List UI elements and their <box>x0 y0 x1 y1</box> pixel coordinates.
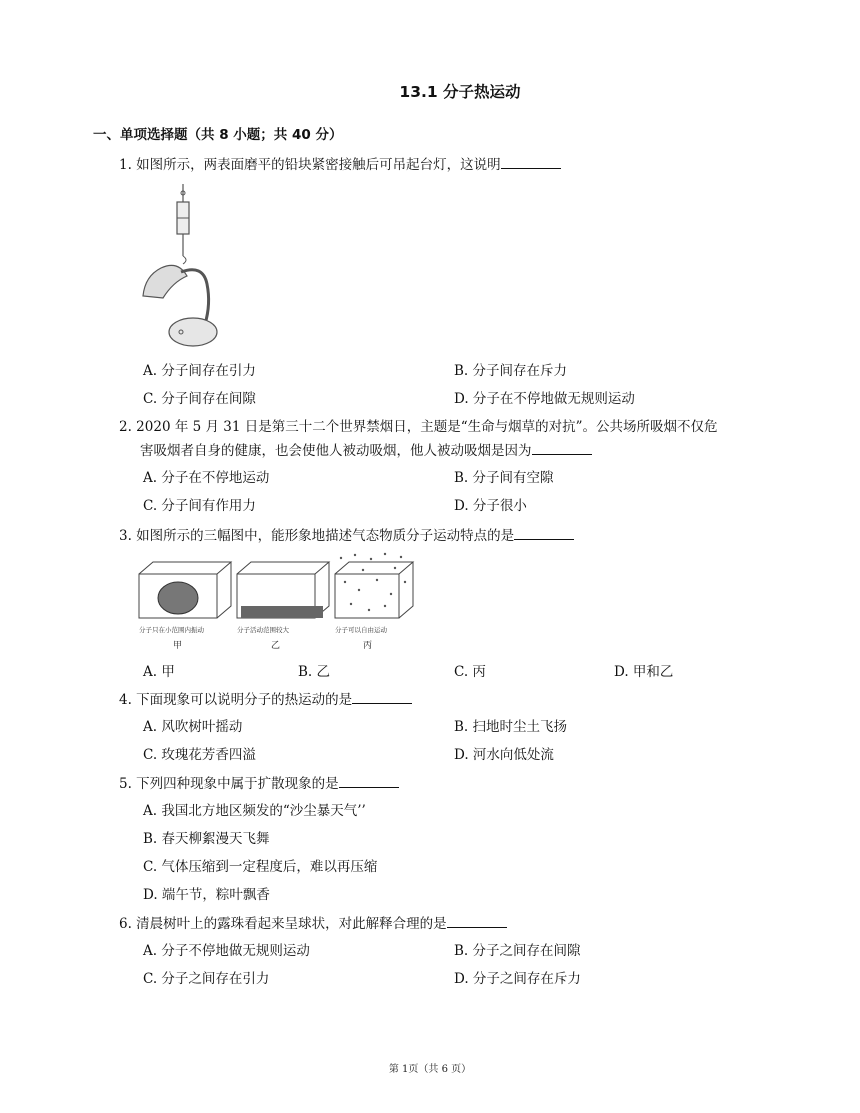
caption-bing: 分子可以自由运动 <box>335 626 387 634</box>
caption-yi: 分子活动范围较大 <box>237 626 289 634</box>
section-heading: 一、单项选择题（共 8 小题；共 40 分） <box>93 127 343 143</box>
option-5a: A. 我国北方地区频发的“沙尘暴天气’’ <box>143 803 366 819</box>
answer-blank <box>339 773 399 788</box>
option-4b: B. 扫地时尘土飞扬 <box>454 719 568 735</box>
option-1d: D. 分子在不停地做无规则运动 <box>454 391 635 407</box>
label-bing: 丙 <box>363 641 373 651</box>
option-6b: B. 分子之间存在间隙 <box>454 943 581 959</box>
option-1a: A. 分子间存在引力 <box>143 363 256 379</box>
question-4-stem: 4. 下面现象可以说明分子的热运动的是 <box>119 692 353 708</box>
option-2b: B. 分子间有空隙 <box>454 470 554 486</box>
question-3-stem: 3. 如图所示的三幅图中，能形象地描述气态物质分子运动特点的是 <box>119 528 515 544</box>
question-2 <box>119 415 769 463</box>
option-4c: C. 玫瑰花芳香四溢 <box>143 747 256 763</box>
question-5 <box>119 772 769 796</box>
option-5c: C. 气体压缩到一定程度后，难以再压缩 <box>143 859 378 875</box>
page-footer: 第 1页（共 6 页） <box>388 1064 472 1075</box>
question-6-stem: 6. 清晨树叶上的露珠看起来呈球状，对此解释合理的是 <box>119 916 447 932</box>
molecule-figure <box>133 552 423 654</box>
option-5b: B. 春天柳絮漫天飞舞 <box>143 831 270 847</box>
option-3d: D. 甲和乙 <box>614 664 674 680</box>
option-3c: C. 丙 <box>454 664 486 680</box>
label-jia: 甲 <box>173 641 183 651</box>
option-5d: D. 端午节，粽叶飘香 <box>143 887 270 903</box>
question-3 <box>119 524 769 548</box>
question-2-stem: 2. 2020 年 5 月 31 日是第三十二个世界禁烟日，主题是“生命与烟草的对抗”。公共场所吸烟不仅危 <box>119 419 718 435</box>
label-yi: 乙 <box>271 641 281 651</box>
box-bing <box>335 562 413 618</box>
question-1 <box>119 153 769 177</box>
page-title: 13.1 分子热运动 <box>399 83 521 101</box>
answer-blank <box>352 689 412 704</box>
question-6 <box>119 912 769 936</box>
option-6a: A. 分子不停地做无规则运动 <box>143 943 310 959</box>
question-5-stem: 5. 下列四种现象中属于扩散现象的是 <box>119 776 339 792</box>
option-3b: B. 乙 <box>298 664 331 680</box>
option-6c: C. 分子之间存在引力 <box>143 971 270 987</box>
question-1-stem: 1. 如图所示，两表面磨平的铅块紧密接触后可吊起台灯，这说明 <box>119 157 501 173</box>
option-1b: B. 分子间存在斥力 <box>454 363 568 379</box>
option-2c: C. 分子间有作用力 <box>143 498 256 514</box>
answer-blank <box>514 525 574 540</box>
caption-jia: 分子只在小范围内振动 <box>139 626 204 634</box>
option-6d: D. 分子之间存在斥力 <box>454 971 581 987</box>
question-4 <box>119 688 769 712</box>
answer-blank <box>447 913 507 928</box>
answer-blank <box>532 440 592 455</box>
question-2-stem-cont: 害吸烟者自身的健康，也会使他人被动吸烟，他人被动吸烟是因为 <box>140 443 532 459</box>
option-2d: D. 分子很小 <box>454 498 527 514</box>
lamp-figure <box>133 184 223 354</box>
option-4d: D. 河水向低处流 <box>454 747 554 763</box>
option-1c: C. 分子间存在间隙 <box>143 391 256 407</box>
option-2a: A. 分子在不停地运动 <box>143 470 270 486</box>
answer-blank <box>501 154 561 169</box>
option-4a: A. 风吹树叶摇动 <box>143 719 243 735</box>
option-3a: A. 甲 <box>143 664 175 680</box>
